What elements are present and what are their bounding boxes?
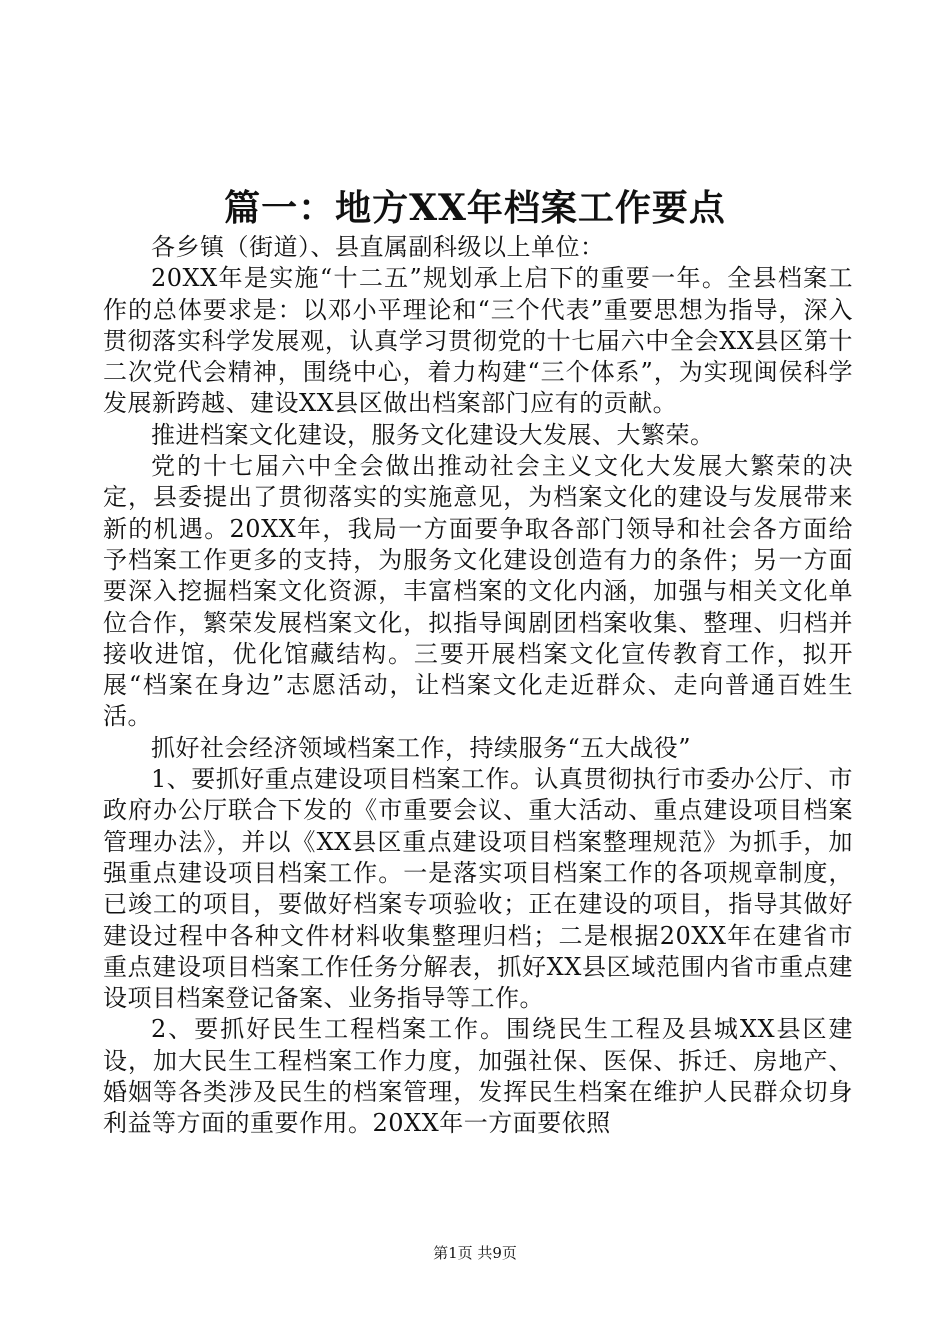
salutation-paragraph: 各乡镇（街道）、县直属副科级以上单位： — [151, 233, 605, 261]
document-title: 篇一：地方XX年档案工作要点 — [224, 187, 726, 229]
document-body — [103, 232, 853, 1140]
page-indicator: 第1页 共9页 — [433, 1244, 517, 1262]
body-paragraph: 2、要抓好民生工程档案工作。围绕民生工程及县城XX县区建设，加大民生工程档案工作力度，加强社保、医保、拆迁、房地产、婚姻等各类涉及民生的档案管理，发挥民生档案在维护人民群众切身利益等方面的重要作用。20XX年一方面要依照 — [103, 1015, 853, 1138]
body-paragraph: 1、要抓好重点建设项目档案工作。认真贯彻执行市委办公厅、市政府办公厅联合下发的《市重要会议、重大活动、重点建设项目档案管理办法》，并以《XX县区重点建设项目档案整理规范》为抓手，加强重点建设项目档案工作。一是落实项目档案工作的各项规章制度，已竣工的项目，要做好档案专项验收；正在建设的项目，指导其做好建设过程中各种文件材料收集整理归档；二是根据20XX年在建省市重点建设项目档案工作任务分解表，抓好XX县区域范围内省市重点建设项目档案登记备案、业务指导等工作。 — [103, 765, 853, 1013]
section-heading: 抓好社会经济领域档案工作，持续服务“五大战役” — [151, 733, 692, 762]
body-paragraph: 党的十七届六中全会做出推动社会主义文化大发展大繁荣的决定，县委提出了贯彻落实的实施意见，为档案文化的建设与发展带来新的机遇。20XX年，我局一方面要争取各部门领导和社会各方面给予档案工作更多的支持，为服务文化建设创造有力的条件；另一方面要深入挖掘档案文化资源，丰富档案的文化内涵，加强与相关文化单位合作，繁荣发展档案文化，拟指导闽剧团档案收集、整理、归档并接收进馆，优化馆藏结构。三要开展档案文化宣传教育工作，拟开展“档案在身边”志愿活动，让档案文化走近群众、走向普通百姓生活。 — [103, 452, 853, 731]
section-heading: 推进档案文化建设，服务文化建设大发展、大繁荣。 — [151, 420, 715, 449]
body-paragraph: 20XX年是实施“十二五”规划承上启下的重要一年。全县档案工作的总体要求是：以邓小平理论和“三个代表”重要思想为指导，深入贯彻落实科学发展观，认真学习贯彻党的十七届六中全会XX县区第十二次党代会精神，围绕中心，着力构建“三个体系”，为实现闽侯科学发展新跨越、建设XX县区做出档案部门应有的贡献。 — [103, 264, 853, 418]
